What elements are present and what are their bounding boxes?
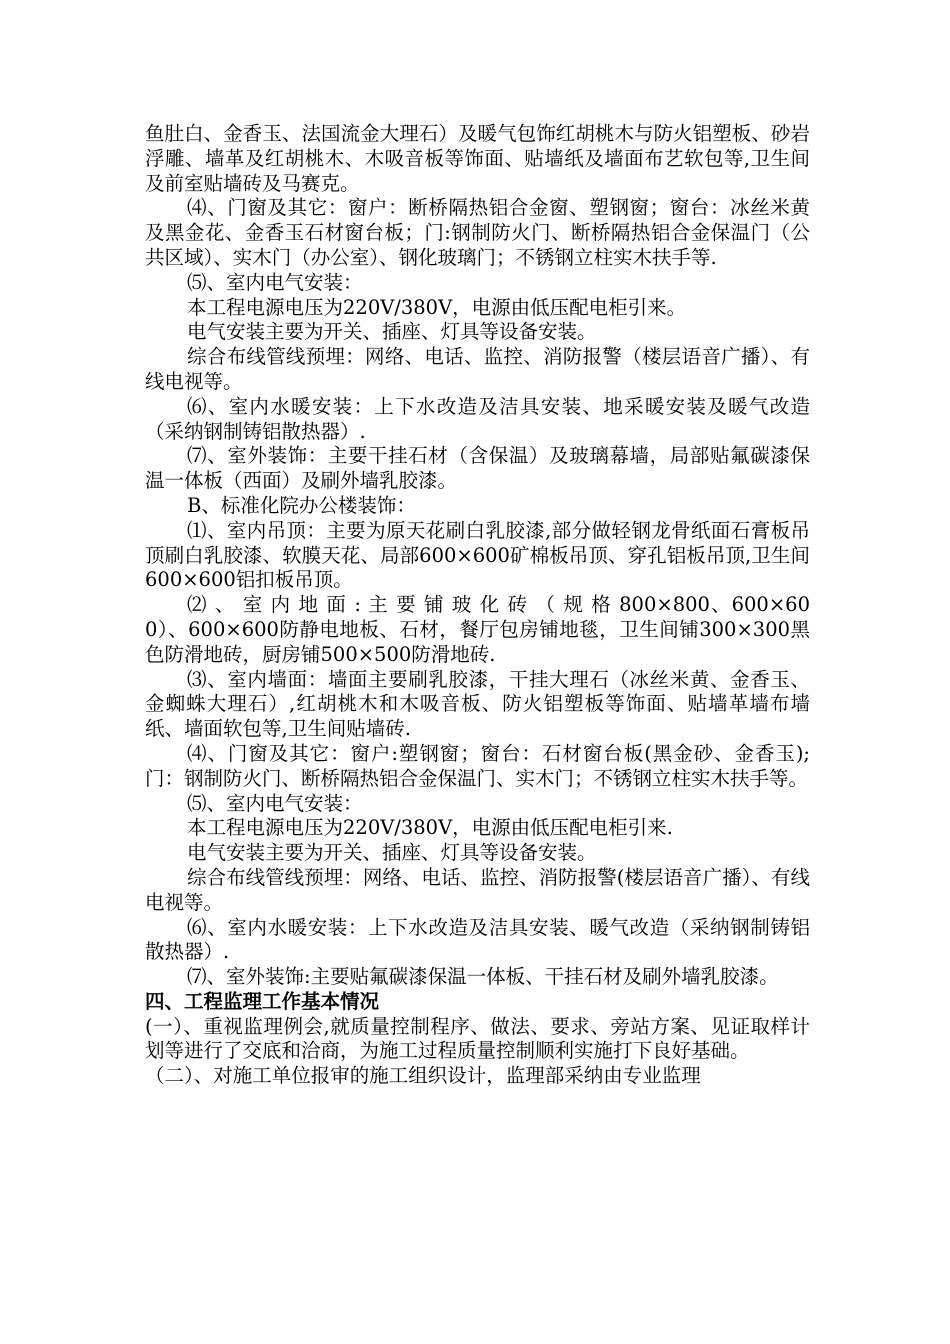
section-paragraph-1: (一）、重视监理例会,就质量控制程序、做法、要求、旁站方案、见证取样计划等进行了交底和洽商，为施工过程质量控制顺利实施打下良好基础。 — [145, 1014, 810, 1063]
paragraph-14: ⑸、室内电气安装： — [187, 791, 363, 815]
document-page — [145, 122, 810, 1089]
paragraph-5: 电气安装主要为开关、插座、灯具等设备安装。 — [187, 320, 597, 344]
paragraph-16: 电气安装主要为开关、插座、灯具等设备安装。 — [187, 841, 597, 865]
section-heading: 四、工程监理工作基本情况 — [145, 989, 380, 1013]
paragraph-12: ⑶、室内墙面：墙面主要刷乳胶漆，干挂大理石（冰丝米黄、金香玉、金蜘蛛大理石）,红胡桃木和木吸音板、防火铝塑板等饰面、贴墙革墙布墙纸、墙面软包等,卫生间贴墙砖. — [145, 667, 810, 741]
paragraph-1: 鱼肚白、金香玉、法国流金大理石）及暖气包饰红胡桃木与防火铝塑板、砂岩浮雕、墙革及红胡桃木、木吸音板等饰面、贴墙纸及墙面布艺软包等,卫生间及前室贴墙砖及马赛克。 — [145, 122, 810, 195]
paragraph-2: ⑷、门窗及其它：窗户：断桥隔热铝合金窗、塑钢窗；窗台：冰丝米黄及黑金花、金香玉石材窗台板；门:钢制防火门、断桥隔热铝合金保温门（公共区域）、实木门（办公室）、钢化玻璃门；不锈钢立柱实木扶手等. — [145, 196, 810, 269]
paragraph-6: 综合布线管线预埋：网络、电话、监控、消防报警（楼层语音广播）、有线电视等。 — [145, 345, 810, 393]
paragraph-7: ⑹、室内水暖安装：上下水改造及洁具安装、地采暖安装及暖气改造（采纳钢制铸铝散热器）. — [145, 394, 810, 443]
paragraph-19: ⑺、室外装饰:主要贴氟碳漆保温一体板、干挂石材及刷外墙乳胶漆。 — [187, 965, 779, 989]
paragraph-9: B、标准化院办公楼装饰： — [187, 493, 416, 517]
paragraph-10: ⑴、室内吊顶：主要为原天花刷白乳胶漆,部分做轻钢龙骨纸面石膏板吊顶刷白乳胶漆、软膜天花、局部600×600矿棉板吊顶、穿孔铝板吊顶,卫生间600×600铝扣板吊顶。 — [145, 518, 810, 592]
paragraph-15: 本工程电源电压为220V/380V，电源由低压配电柜引来. — [187, 816, 673, 840]
paragraph-18: ⑹、室内水暖安装：上下水改造及洁具安装、暖气改造（采纳钢制铸铝散热器）. — [145, 915, 810, 964]
section-paragraph-2: （二）、对施工单位报审的施工组织设计，监理部采纳由专业监理 — [145, 1064, 701, 1088]
paragraph-8: ⑺、室外装饰：主要干挂石材（含保温）及玻璃幕墙，局部贴氟碳漆保温一体板（西面）及刷外墙乳胶漆。 — [145, 444, 810, 493]
paragraph-11: ⑵ 、 室 内 地 面 : 主 要 铺 玻 化 砖 （ 规 格 800×800、600×600）、600×600防静电地板、石材，餐厅包房铺地毯，卫生间铺300×300黑色防滑地砖，厨房铺500×500防滑地砖. — [145, 593, 810, 666]
paragraph-4: 本工程电源电压为220V/380V，电源由低压配电柜引来。 — [187, 295, 687, 319]
paragraph-17: 综合布线管线预埋：网络、电话、监控、消防报警(楼层语音广播）、有线电视等。 — [145, 865, 810, 914]
paragraph-3: ⑸、室内电气安装： — [187, 270, 363, 294]
paragraph-13: ⑷、门窗及其它：窗户:塑钢窗；窗台：石材窗台板(黑金砂、金香玉);门：钢制防火门、断桥隔热铝合金保温门、实木门；不锈钢立柱实木扶手等。 — [145, 741, 810, 790]
